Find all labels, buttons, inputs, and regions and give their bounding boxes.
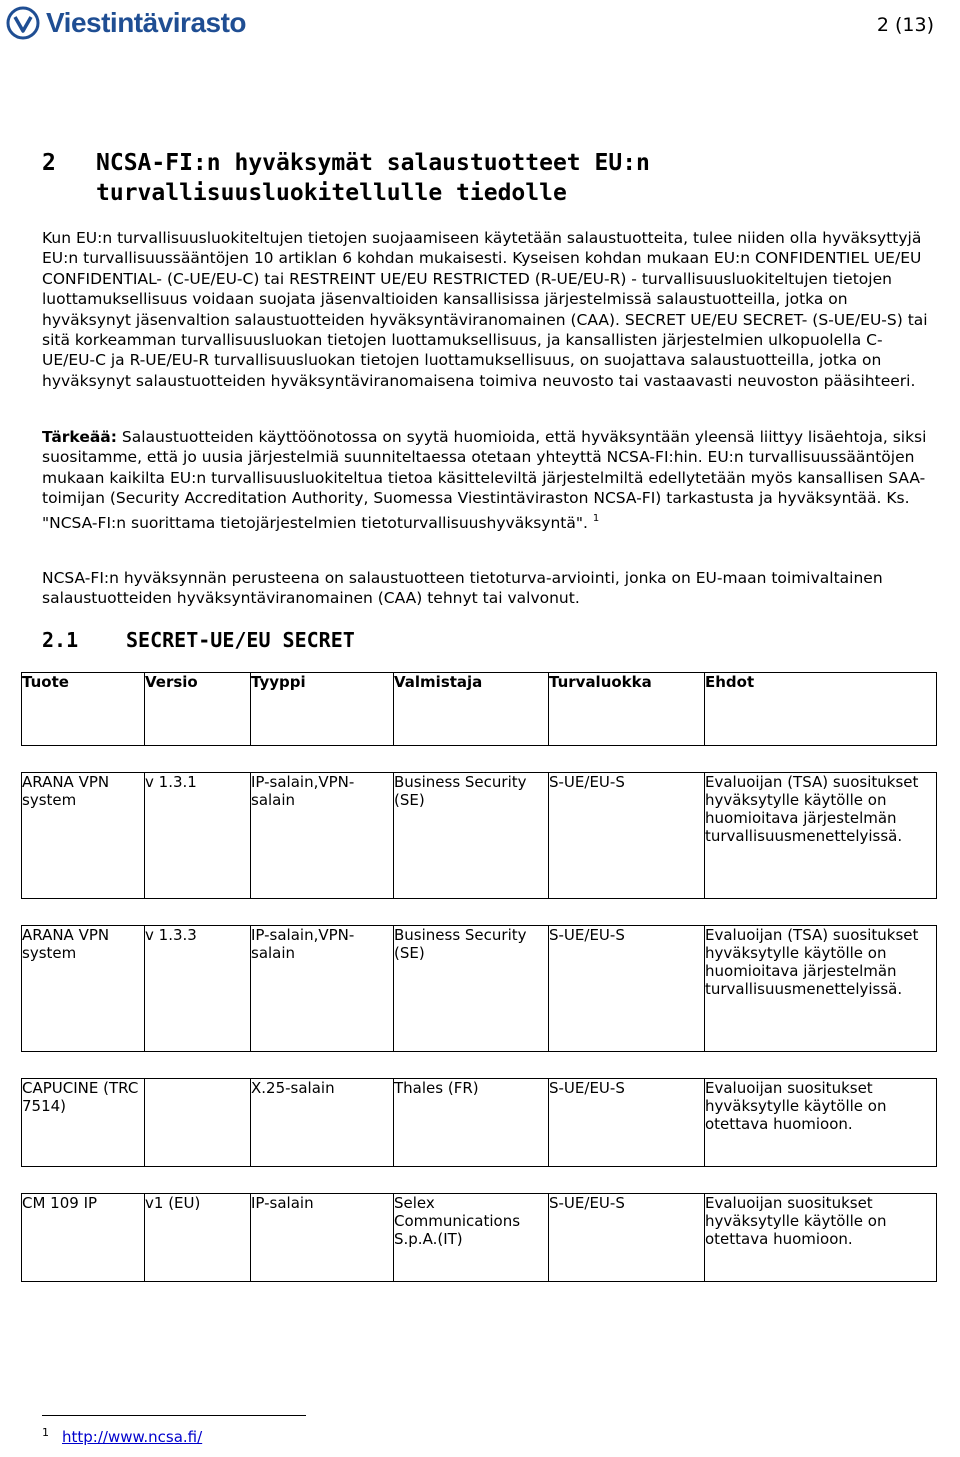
logo (6, 6, 246, 40)
table-cell: ARANA VPN system (22, 773, 110, 809)
table-cell: Business Security (SE) (394, 926, 527, 962)
table-cell: v 1.3.1 (145, 773, 197, 791)
footnote-mark: 1 (42, 1426, 49, 1439)
table-row (22, 1194, 937, 1282)
table-cell: CM 109 IP (22, 1194, 98, 1212)
subsection-heading (42, 628, 355, 652)
footnote-link[interactable]: http://www.ncsa.fi/ (62, 1428, 203, 1446)
table-cell: v1 (EU) (145, 1194, 201, 1212)
column-header: Turvaluokka (549, 673, 705, 746)
viestintavirasto-logo-icon (6, 6, 40, 40)
table-cell: Evaluoijan (TSA) suositukset hyväksytylle käytölle on huomioitava järjestelmän turvallisuusmenettelyissä. (705, 773, 919, 845)
column-header: Versio (145, 673, 251, 746)
important-paragraph (42, 427, 934, 533)
table-cell: Evaluoijan (TSA) suositukset hyväksytylle käytölle on huomioitava järjestelmän turvallisuusmenettelyissä. (705, 926, 919, 998)
table-cell: X.25-salain (251, 1079, 335, 1097)
table-spacer (22, 1052, 937, 1079)
table-row (22, 773, 937, 899)
table-cell: IP-salain,VPN-salain (251, 926, 355, 962)
section-heading (42, 148, 922, 208)
table-cell: S-UE/EU-S (549, 926, 625, 944)
footnote-reference[interactable]: 1 (592, 512, 600, 524)
important-text: Salaustuotteiden käyttöönotossa on syytä huomioida, että hyväksyntään yleensä liittyy lisäehtoja, siksi suositamme, että jo uusia järjestelmiä suunniteltaessa otetaan yhteyttä NCSA-FI:hin. EU:n turvallisuussääntöjen mukaan kaikilta EU:n turvallisuusluokiteltua tietoa käsitteleviltä järjestelmiltä edellytetään myös kansallisen SAA-toimijan (Security Accreditation Authority, Suomessa Viestintäviraston NCSA-FI) tarkastusta ja hyväksyntää. Ks. "NCSA-FI:n suorittama tietojärjestelmien tietoturvallisuushyväksyntä". (42, 428, 927, 532)
important-label: Tärkeää: (42, 428, 117, 446)
intro-paragraph: Kun EU:n turvallisuusluokiteltujen tietojen suojaamiseen käytetään salaustuotteita, tulee niiden olla hyväksyttyjä EU:n turvallisuussääntöjen 10 artiklan 6 kohdan mukaisesti. Kyseisen kohdan mukaan EU:n CONFIDENTIEL UE/EU CONFIDENTIAL- (C-UE/EU-C) tai RESTREINT UE/EU RESTRICTED (R-UE/EU-R) - turvallisuusluokiteltujen tietojen luottamuksellisuus voidaan suojata jäsenvaltioiden kansallisissa järjestelmissä salaustuotteilla, jotka on hyväksynyt jäsenvaltion salaustuotteiden hyväksyntäviranomainen (CAA). SECRET UE/EU SECRET- (S-UE/EU-S) tai sitä korkeamman turvallisuusluokan tietojen luottamuksellisuus, ja kansallisten järjestelmien ulkopuolella C-UE/EU-C ja R-UE/EU-R turvallisuusluokan tietojen luottamuksellisuus, on suojattava salaustuotteilla, jotka on hyväksynyt salaustuotteiden hyväksyntäviranomaisena toimiva neuvosto tai vastaavasti neuvoston pääsihteeri. (42, 229, 928, 390)
subsection-title: SECRET-UE/EU SECRET (126, 628, 355, 652)
table-spacer (22, 1167, 937, 1194)
basis-paragraph: NCSA-FI:n hyväksynnän perusteena on salaustuotteen tietoturva-arviointi, jonka on EU-maan toimivaltainen salaustuotteiden hyväksyntäviranomainen (CAA) tehnyt tai valvonut. (42, 569, 883, 608)
column-header: Valmistaja (394, 673, 549, 746)
footnote-divider (42, 1415, 306, 1416)
column-header: Tyyppi (251, 673, 394, 746)
table-cell: Evaluoijan suositukset hyväksytylle käytölle on otettava huomioon. (705, 1194, 887, 1248)
table-cell: Thales (FR) (394, 1079, 479, 1097)
section-number: 2 (42, 150, 56, 176)
table-row (22, 926, 937, 1052)
page-number: 2 (13) (876, 14, 934, 36)
table-cell: S-UE/EU-S (549, 1079, 625, 1097)
subsection-number: 2.1 (42, 628, 79, 652)
column-header: Tuote (22, 673, 145, 746)
table-cell: S-UE/EU-S (549, 1194, 625, 1212)
table-cell: CAPUCINE (TRC 7514) (22, 1079, 139, 1115)
table-header-row (22, 673, 937, 746)
footnote (42, 1428, 202, 1446)
table-cell: IP-salain,VPN-salain (251, 773, 355, 809)
logo-text: Viestintävirasto (46, 7, 247, 38)
section-title: NCSA-FI:n hyväksymät salaustuotteet EU:n turvallisuusluokitellulle tiedolle (96, 150, 650, 206)
table-spacer (22, 746, 937, 773)
table-cell: S-UE/EU-S (549, 773, 625, 791)
products-table (21, 672, 937, 1282)
table-cell: ARANA VPN system (22, 926, 110, 962)
table-cell: v 1.3.3 (145, 926, 197, 944)
column-header: Ehdot (705, 673, 937, 746)
table-row (22, 1079, 937, 1167)
table-cell: IP-salain (251, 1194, 314, 1212)
table-cell: Business Security (SE) (394, 773, 527, 809)
table-spacer (22, 899, 937, 926)
table-cell: Selex Communications S.p.A.(IT) (394, 1194, 521, 1248)
table-cell: Evaluoijan suositukset hyväksytylle käytölle on otettava huomioon. (705, 1079, 887, 1133)
